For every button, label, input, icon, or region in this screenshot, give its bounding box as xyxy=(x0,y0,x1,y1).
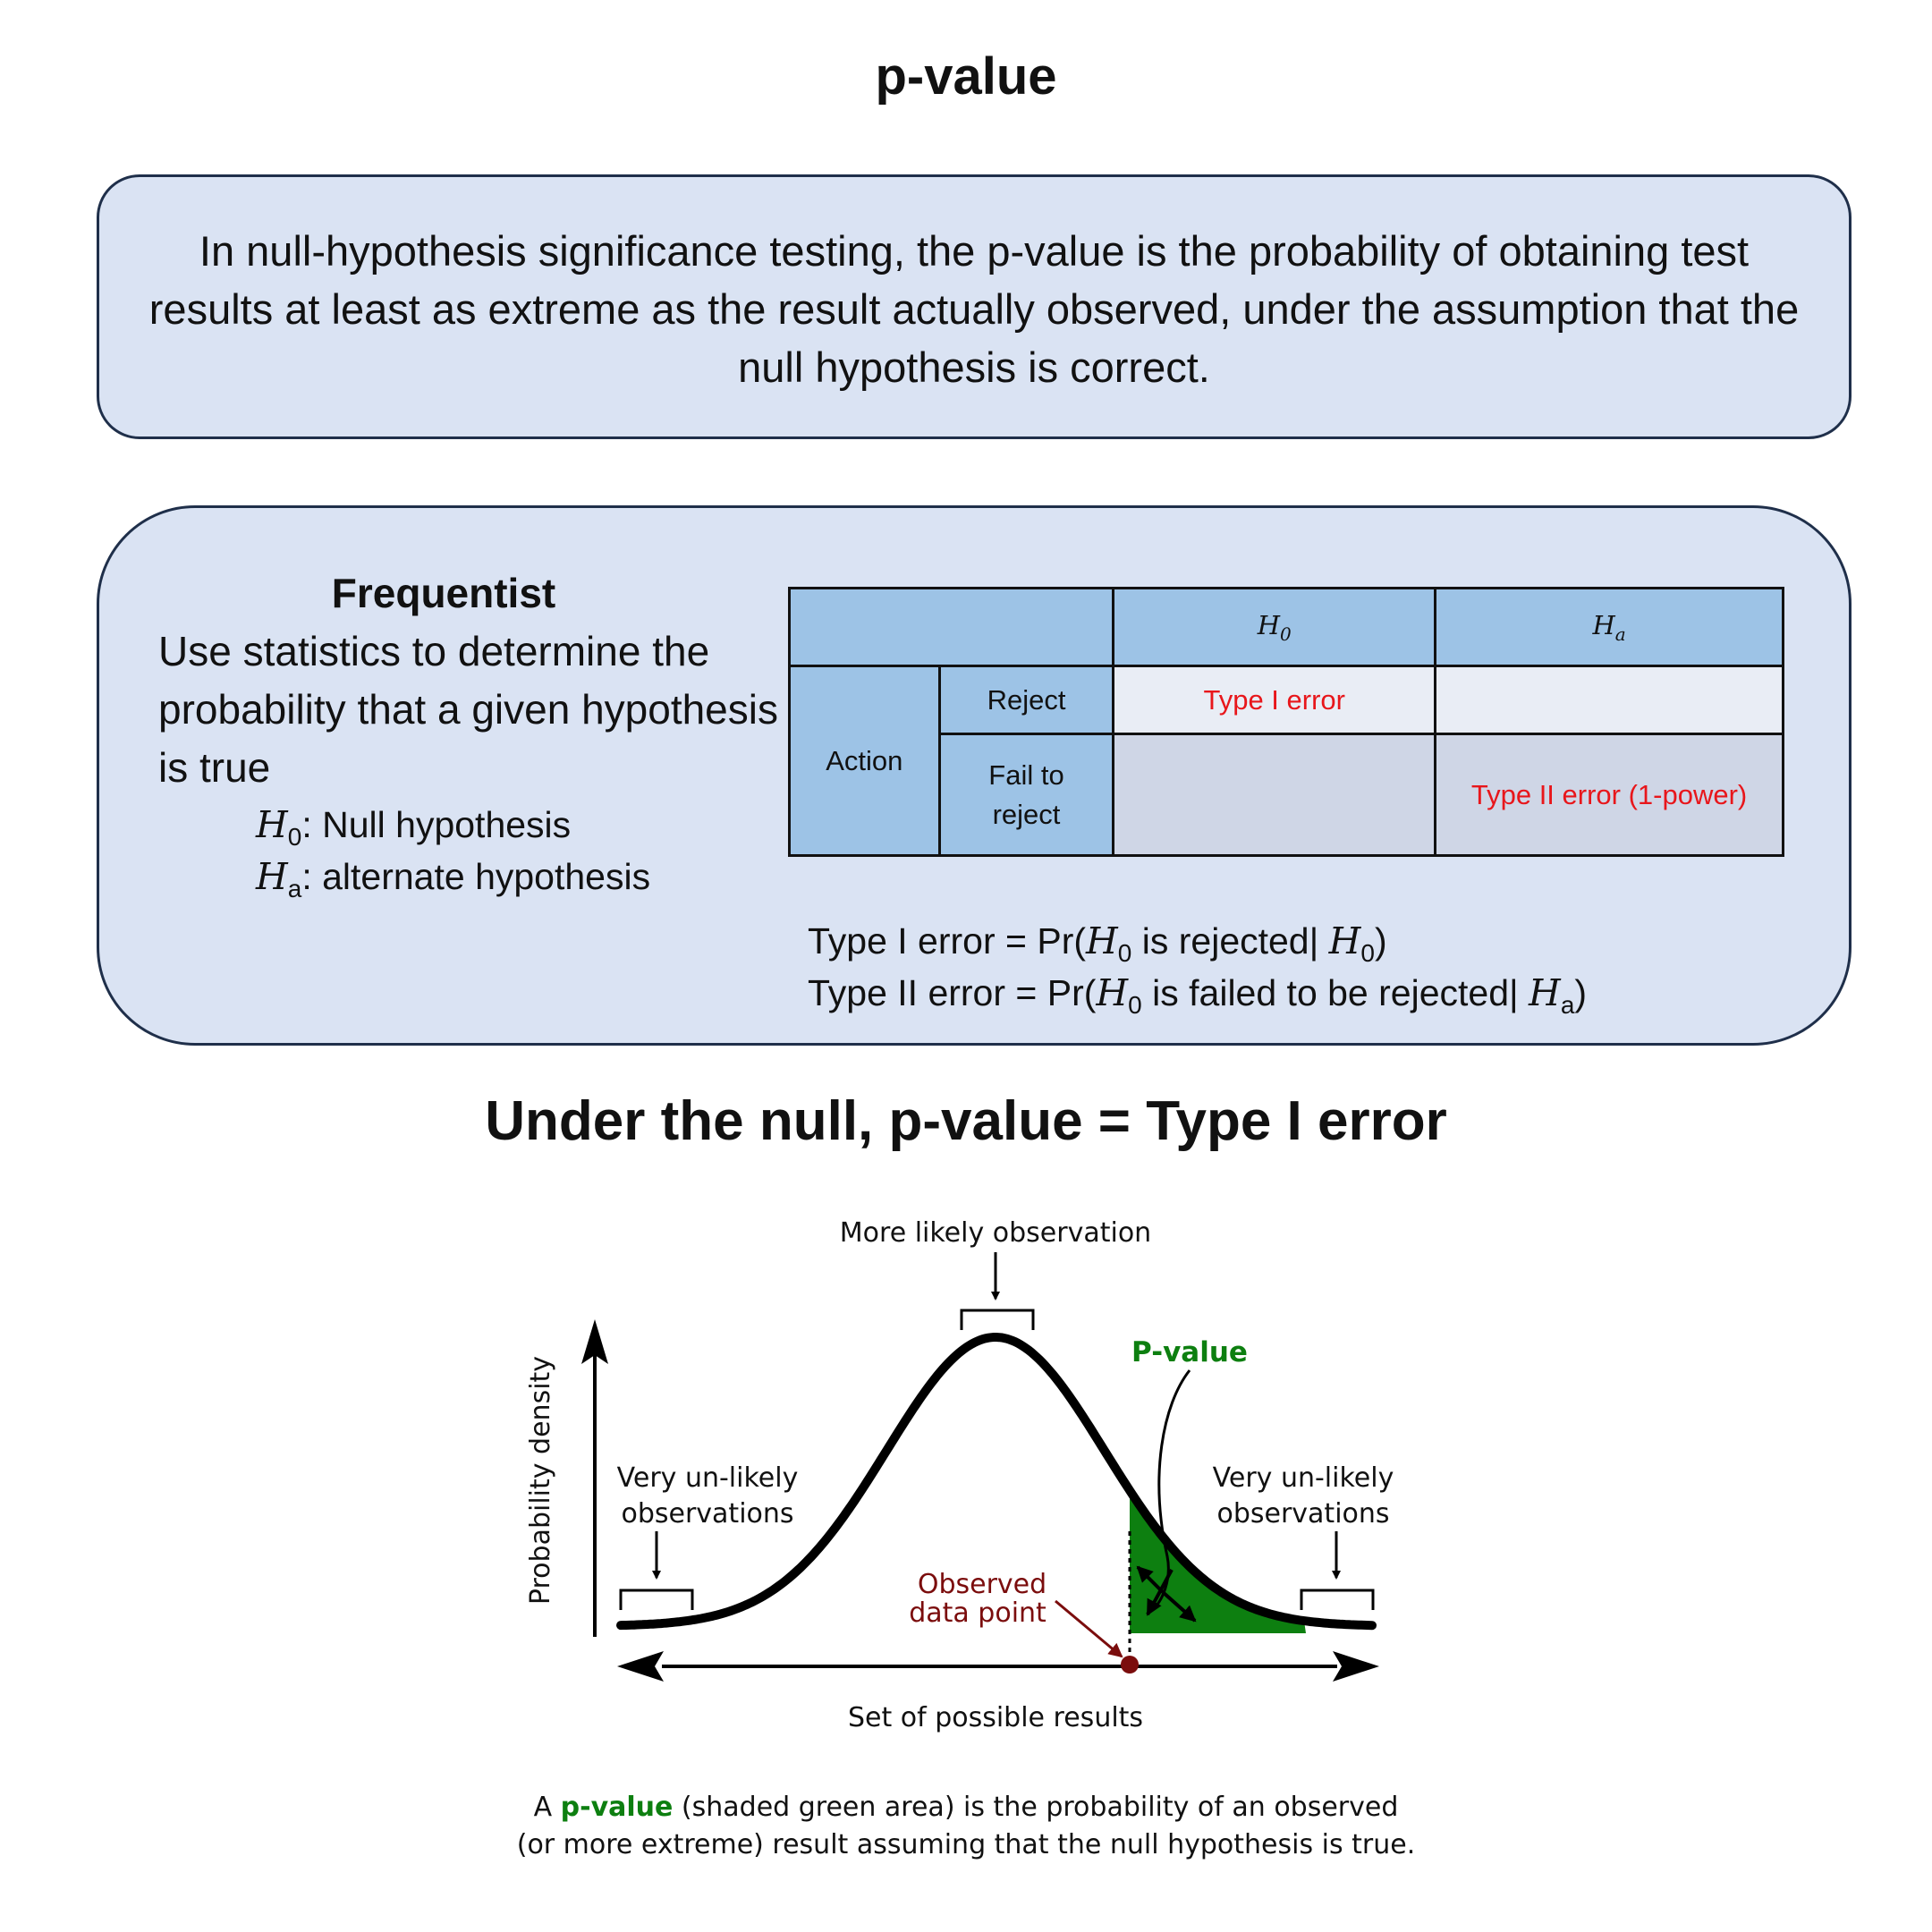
table-cell-empty-1 xyxy=(1436,666,1784,734)
table-cell-empty-2 xyxy=(1114,734,1436,856)
p-value-label: P-value xyxy=(1131,1336,1248,1368)
table-row-fail: Fail to reject xyxy=(939,734,1114,856)
section-subtitle: Under the null, p-value = Type I error xyxy=(485,1090,1447,1152)
x-axis-label: Set of possible results xyxy=(847,1702,1144,1733)
p-value-diagram xyxy=(0,1199,1932,1771)
frequentist-description: Use statistics to determine the probability that a given hypothesis is true xyxy=(158,628,778,791)
alt-hypothesis-item: $H_a$: alternate hypothesis xyxy=(256,855,651,903)
frequentist-heading: Frequentist xyxy=(331,570,556,616)
observed-label-2: data point xyxy=(909,1597,1046,1629)
type1-formula: Type I error = $Pr(H_0$ is rejected| $H_0$) xyxy=(808,919,1387,968)
table-row-reject: Reject xyxy=(939,666,1114,734)
x-axis-left-arrowhead xyxy=(617,1651,664,1682)
observed-data-point xyxy=(1121,1656,1139,1674)
peak-bracket xyxy=(962,1310,1033,1330)
more-likely-label: More likely observation xyxy=(839,1217,1152,1249)
table-row-group-action: Action xyxy=(790,666,940,856)
left-unlikely-label-2: observations xyxy=(621,1498,794,1530)
error-table xyxy=(788,587,1784,857)
table-header-h0: $H_0$ xyxy=(1114,589,1436,666)
table-cell-type2: Type II error (1-power) xyxy=(1436,734,1784,856)
table-header-ha: $H_a$ xyxy=(1436,589,1784,666)
x-axis-right-arrowhead xyxy=(1333,1651,1379,1682)
table-corner-cell xyxy=(790,589,1114,666)
null-hypothesis-item: $H_0$: Null hypothesis xyxy=(256,803,572,852)
type2-formula: Type II error = $Pr(H_0$ is failed to be rejected| $H_a$) xyxy=(808,971,1588,1020)
y-axis-label: Probability density xyxy=(525,1355,556,1606)
frequentist-box xyxy=(97,505,1852,1046)
caption-highlight: p-value xyxy=(560,1792,674,1823)
definition-box xyxy=(97,174,1852,439)
observed-pointer-arrow xyxy=(1055,1601,1122,1657)
right-unlikely-label-2: observations xyxy=(1216,1498,1390,1530)
observed-label-1: Observed xyxy=(917,1569,1047,1600)
left-unlikely-label-1: Very un-likely xyxy=(616,1462,799,1494)
definition-text: In null-hypothesis significance testing, the p-value is the probability of obtaining test results at least as extreme as the result actually observed, under the assumption that the null hypothesis is correct. xyxy=(148,227,1800,391)
page-title: p-value xyxy=(875,47,1057,106)
right-unlikely-label-1: Very un-likely xyxy=(1212,1462,1394,1494)
table-cell-type1: Type I error xyxy=(1114,666,1436,734)
right-tail-bracket xyxy=(1301,1590,1373,1610)
diagram-caption: A p-value (shaded green area) is the probability of an observed (or more extreme) result assuming that the null hypothesis is true. xyxy=(516,1792,1416,1860)
left-tail-bracket xyxy=(621,1590,692,1610)
